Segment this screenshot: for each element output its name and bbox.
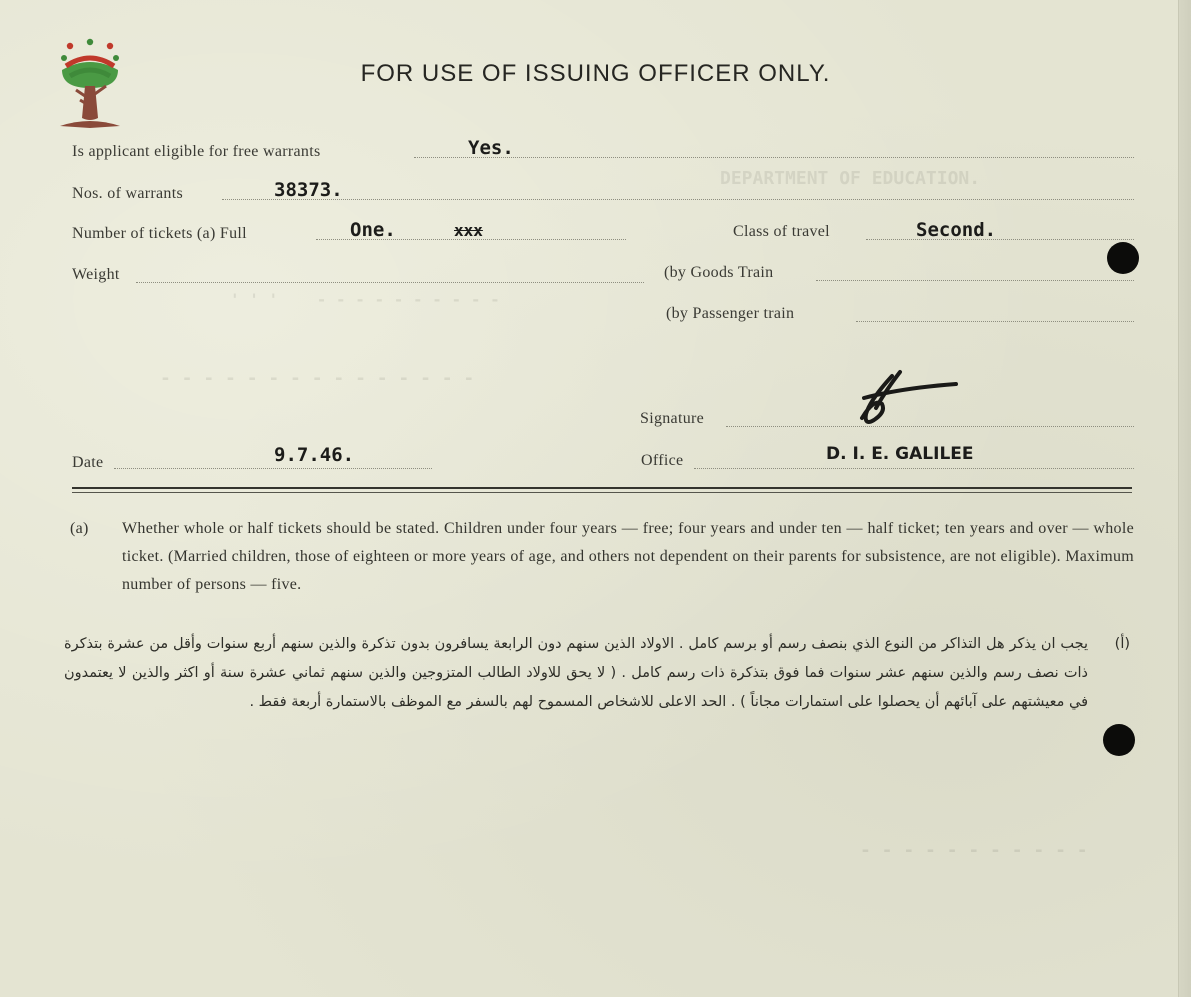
- office-value: D. I. E. GALILEE: [826, 444, 974, 464]
- show-through-text: ' ' ' - - - - - - - - - -: [230, 290, 500, 309]
- eligible-rule: [414, 157, 1134, 158]
- goods-train-rule: [816, 280, 1134, 281]
- class-rule: [866, 239, 1134, 240]
- warrants-rule: [222, 199, 1134, 200]
- separator-rule: [72, 487, 1132, 489]
- passenger-train-rule: [856, 321, 1134, 322]
- date-value: 9.7.46.: [274, 444, 355, 466]
- footnote-arabic: [64, 630, 1134, 717]
- form-title: FOR USE OF ISSUING OFFICER ONLY.: [360, 60, 831, 87]
- warrants-value: 38373.: [274, 179, 343, 201]
- office-rule: [694, 468, 1134, 469]
- signature-label: Signature: [640, 410, 705, 427]
- show-through-text: - - - - - - - - - - - - - - -: [160, 368, 475, 389]
- weight-label: Weight: [72, 266, 120, 283]
- show-through-text: DEPARTMENT OF EDUCATION.: [720, 168, 981, 189]
- show-through-text: - - - - - - - - - - -: [860, 840, 1088, 861]
- punch-hole: [1107, 242, 1139, 274]
- warrants-label: Nos. of warrants: [72, 185, 183, 202]
- signature-mark: [852, 368, 962, 428]
- footnote-mark: (a): [70, 520, 89, 537]
- date-rule: [114, 468, 432, 469]
- eligible-label: Is applicant eligible for free warrants: [72, 143, 321, 160]
- footnote-arabic-mark: (أ): [1114, 636, 1130, 652]
- tickets-value: One.: [350, 219, 396, 241]
- tickets-half-struck: xxx: [454, 221, 483, 240]
- page-edge: [1178, 0, 1191, 997]
- separator-rule-thin: [72, 492, 1132, 493]
- class-label: Class of travel: [733, 223, 830, 240]
- weight-rule: [136, 282, 644, 283]
- class-value: Second.: [916, 219, 997, 241]
- office-label: Office: [641, 452, 684, 469]
- punch-hole: [1103, 724, 1135, 756]
- passenger-train-label: (by Passenger train: [666, 305, 795, 322]
- footnote-arabic-text: يجب ان يذكر هل التذاكر من النوع الذي بنصف رسم أو برسم كامل . الاولاد الذين سنهم دون الرابعة يسافرون بدون تذكرة والذين سنهم أربع سنوات وأقل من عشرة بتذكرة ذات نصف رسم والذين سنهم عشر سنوات فما فوق بتذكرة ذات رسم كامل . ( لا يحق للاولاد الطالب المتزوجين والذين سنهم ثماني عشرة سنة أو اكثر والذين لا يعتمدون في معيشتهم على آبائهم أن يحصلوا على استمارات مجاناً ) . الحد الاعلى للاشخاص المسموح لهم بالسفر مع الموظف بالاستمارة أربعة فقط .: [64, 636, 1088, 710]
- tickets-label: Number of tickets (a) Full: [72, 225, 247, 242]
- footnote-english: [70, 515, 1134, 599]
- date-label: Date: [72, 454, 104, 471]
- footnote-text: Whether whole or half tickets should be stated. Children under four years — free; four years and under ten — half ticket; ten years and over — whole ticket. (Married children, those of eighteen or more years of age, and others not dependent on their parents for subsistence, are not eligible). Maximum number of persons — five.: [122, 520, 1134, 593]
- eligible-value: Yes.: [468, 137, 514, 159]
- goods-train-label: (by Goods Train: [664, 264, 774, 281]
